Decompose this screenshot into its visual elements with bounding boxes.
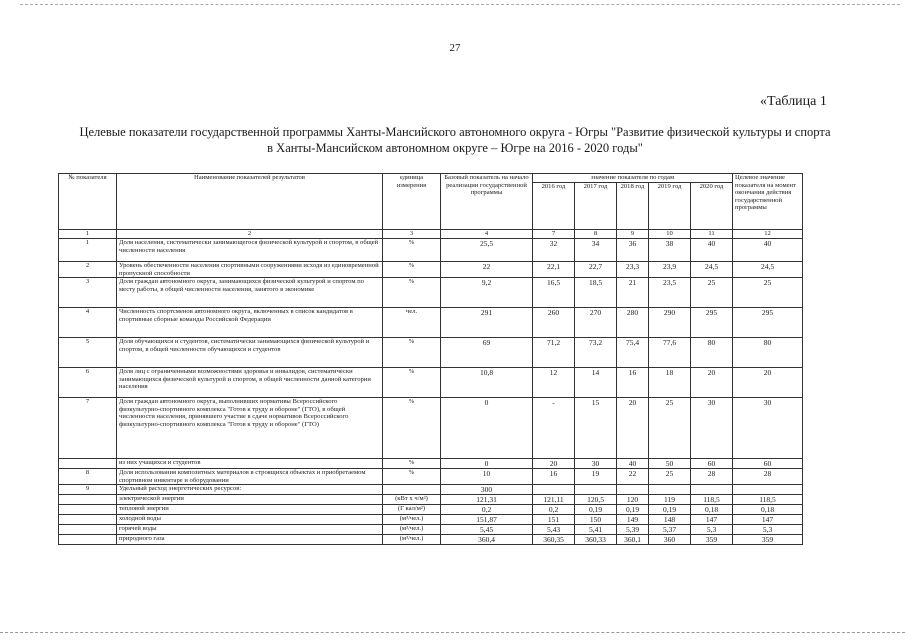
- year-value: 5,41: [575, 525, 617, 535]
- year-value: 15: [575, 398, 617, 459]
- indicator-name: Уровень обеспеченности населения спортивными сооружениями исходя из единовременной пропускной способности: [117, 262, 383, 278]
- column-number: 2: [117, 230, 383, 239]
- column-number: 4: [441, 230, 533, 239]
- year-value: [575, 485, 617, 495]
- target-value: 295: [733, 308, 803, 338]
- indicator-name: Удельный расход энергетических ресурсов:: [117, 485, 383, 495]
- target-value: 24,5: [733, 262, 803, 278]
- row-number: [59, 495, 117, 505]
- year-value: 0,19: [575, 505, 617, 515]
- year-value: 148: [649, 515, 691, 525]
- indicator-unit: (м³/чел.): [383, 525, 441, 535]
- year-value: 16: [617, 368, 649, 398]
- base-value: 300: [441, 485, 533, 495]
- year-value: 12: [533, 368, 575, 398]
- row-number: 6: [59, 368, 117, 398]
- base-value: 0: [441, 459, 533, 469]
- year-value: 71,2: [533, 338, 575, 368]
- target-value: 80: [733, 338, 803, 368]
- target-value: [733, 485, 803, 495]
- base-value: 0: [441, 398, 533, 459]
- year-value: 360,35: [533, 535, 575, 545]
- table-row: [59, 278, 803, 308]
- year-value: 18: [649, 368, 691, 398]
- target-value: 60: [733, 459, 803, 469]
- header-years-group: значение показателя по годам: [533, 174, 733, 183]
- year-value: 75,4: [617, 338, 649, 368]
- row-number: [59, 535, 117, 545]
- column-number: 3: [383, 230, 441, 239]
- indicator-name: холодной воды: [117, 515, 383, 525]
- row-number: 4: [59, 308, 117, 338]
- year-value: 28: [691, 469, 733, 485]
- target-value: 359: [733, 535, 803, 545]
- indicator-unit: %: [383, 239, 441, 262]
- column-number: 10: [649, 230, 691, 239]
- year-value: 38: [649, 239, 691, 262]
- year-value: 270: [575, 308, 617, 338]
- row-number: 7: [59, 398, 117, 459]
- title-line-2: в Ханты-Мансийском автономном округе – Югре на 2016 - 2020 годы": [267, 141, 643, 155]
- year-value: 16,5: [533, 278, 575, 308]
- indicator-unit: %: [383, 459, 441, 469]
- base-value: 9,2: [441, 278, 533, 308]
- year-value: 25: [691, 278, 733, 308]
- year-value: 121,11: [533, 495, 575, 505]
- header-year-2017: 2017 год: [575, 182, 617, 229]
- header-year-2016: 2016 год: [533, 182, 575, 229]
- base-value: 5,45: [441, 525, 533, 535]
- year-value: 22,1: [533, 262, 575, 278]
- target-value: 0,18: [733, 505, 803, 515]
- table-row: [59, 368, 803, 398]
- table-row: [59, 535, 803, 545]
- year-value: [691, 485, 733, 495]
- base-value: 0,2: [441, 505, 533, 515]
- column-number: 9: [617, 230, 649, 239]
- year-value: 295: [691, 308, 733, 338]
- base-value: 10: [441, 469, 533, 485]
- indicator-unit: %: [383, 262, 441, 278]
- year-value: 16: [533, 469, 575, 485]
- indicator-name: электрической энергии: [117, 495, 383, 505]
- indicator-name: Численность спортсменов автономного округа, включенных в список кандидатов в спортивные сборные команды Российской Федерации: [117, 308, 383, 338]
- year-value: [649, 485, 691, 495]
- header-year-2018: 2018 год: [617, 182, 649, 229]
- row-number: [59, 505, 117, 515]
- year-value: 20: [533, 459, 575, 469]
- row-number: 8: [59, 469, 117, 485]
- indicator-name: из них учащихся и студентов: [117, 459, 383, 469]
- indicator-name: природного газа: [117, 535, 383, 545]
- indicators-table: [58, 173, 803, 545]
- row-number: 9: [59, 485, 117, 495]
- year-value: [533, 485, 575, 495]
- target-value: 40: [733, 239, 803, 262]
- title-line-1: Целевые показатели государственной программы Ханты-Мансийского автономного округа - Югры "Развитие физической культуры и спорта: [79, 125, 831, 139]
- year-value: 118,5: [691, 495, 733, 505]
- year-value: 290: [649, 308, 691, 338]
- year-value: 0,18: [691, 505, 733, 515]
- year-value: 360,1: [617, 535, 649, 545]
- base-value: 10,8: [441, 368, 533, 398]
- year-value: 0,19: [649, 505, 691, 515]
- header-num: № показателя: [59, 174, 117, 230]
- column-number: 7: [533, 230, 575, 239]
- year-value: 24,5: [691, 262, 733, 278]
- table-row: [59, 338, 803, 368]
- year-value: 23,3: [617, 262, 649, 278]
- header-base: Базовый показатель на начало реализации государственной программы: [441, 174, 533, 230]
- table-row: [59, 308, 803, 338]
- year-value: 120,5: [575, 495, 617, 505]
- year-value: 19: [575, 469, 617, 485]
- year-value: 30: [575, 459, 617, 469]
- row-number: 3: [59, 278, 117, 308]
- year-value: 21: [617, 278, 649, 308]
- year-value: 147: [691, 515, 733, 525]
- indicator-name: Доля использования композитных материалов в строящихся объектах и приобретаемом спортивном инвентаре и оборудовании: [117, 469, 383, 485]
- year-value: 25: [649, 469, 691, 485]
- row-number: [59, 515, 117, 525]
- indicator-unit: %: [383, 469, 441, 485]
- base-value: 121,31: [441, 495, 533, 505]
- table-caption: «Таблица 1: [760, 94, 827, 109]
- year-value: 25: [649, 398, 691, 459]
- year-value: 5,43: [533, 525, 575, 535]
- row-number: [59, 525, 117, 535]
- target-value: 5,3: [733, 525, 803, 535]
- year-value: 260: [533, 308, 575, 338]
- year-value: 5,3: [691, 525, 733, 535]
- column-number: 11: [691, 230, 733, 239]
- document-title: [40, 124, 870, 156]
- indicator-unit: (м³/чел.): [383, 535, 441, 545]
- year-value: 359: [691, 535, 733, 545]
- indicator-name: Доля лиц с ограниченными возможностями здоровья и инвалидов, систематически занимающихся физической культурой и спортом, в общей численности данной категории населения: [117, 368, 383, 398]
- row-number: [59, 459, 117, 469]
- indicator-name: горячей воды: [117, 525, 383, 535]
- header-name: Наименование показателей результатов: [117, 174, 383, 230]
- year-value: 0,2: [533, 505, 575, 515]
- table-row: [59, 485, 803, 495]
- indicator-unit: %: [383, 278, 441, 308]
- year-value: 32: [533, 239, 575, 262]
- target-value: 118,5: [733, 495, 803, 505]
- year-value: 5,39: [617, 525, 649, 535]
- table-row: [59, 262, 803, 278]
- year-value: -: [533, 398, 575, 459]
- year-value: 40: [691, 239, 733, 262]
- header-unit: единица измерения: [383, 174, 441, 230]
- table-row: [59, 469, 803, 485]
- indicator-name: Доля населения, систематически занимающегося физической культурой и спортом, в общей численности населения: [117, 239, 383, 262]
- year-value: 22: [617, 469, 649, 485]
- column-numbers-row: [59, 230, 803, 239]
- table-row: [59, 398, 803, 459]
- indicator-name: Доля граждан автономного округа, занимающихся физической культурой и спортом по месту работы, в общей численности населения, занятого в экономике: [117, 278, 383, 308]
- base-value: 291: [441, 308, 533, 338]
- table-row: [59, 495, 803, 505]
- year-value: 60: [691, 459, 733, 469]
- target-value: 28: [733, 469, 803, 485]
- year-value: 151: [533, 515, 575, 525]
- header-year-2019: 2019 год: [649, 182, 691, 229]
- year-value: 22,7: [575, 262, 617, 278]
- page-number: 27: [449, 42, 461, 54]
- year-value: 23,9: [649, 262, 691, 278]
- base-value: 151,87: [441, 515, 533, 525]
- target-value: 20: [733, 368, 803, 398]
- year-value: [617, 485, 649, 495]
- header-row-1: [59, 174, 803, 183]
- row-number: 5: [59, 338, 117, 368]
- year-value: 30: [691, 398, 733, 459]
- indicator-name: Доля обучающихся и студентов, систематически занимающихся физической культурой и спортом, в общей численности обучающихся и студентов: [117, 338, 383, 368]
- year-value: 149: [617, 515, 649, 525]
- base-value: 360,4: [441, 535, 533, 545]
- year-value: 119: [649, 495, 691, 505]
- table-row: [59, 505, 803, 515]
- year-value: 20: [691, 368, 733, 398]
- column-number: 1: [59, 230, 117, 239]
- year-value: 40: [617, 459, 649, 469]
- year-value: 120: [617, 495, 649, 505]
- year-value: 0,19: [617, 505, 649, 515]
- year-value: 20: [617, 398, 649, 459]
- base-value: 69: [441, 338, 533, 368]
- table-row: [59, 515, 803, 525]
- table-row: [59, 239, 803, 262]
- column-number: 12: [733, 230, 803, 239]
- year-value: 36: [617, 239, 649, 262]
- base-value: 22: [441, 262, 533, 278]
- table-row: [59, 525, 803, 535]
- indicator-name: тепловой энергии: [117, 505, 383, 515]
- year-value: 23,5: [649, 278, 691, 308]
- row-number: 1: [59, 239, 117, 262]
- table-row: [59, 459, 803, 469]
- year-value: 77,6: [649, 338, 691, 368]
- scan-edge-bottom: [0, 632, 905, 633]
- indicator-unit: (м³/чел.): [383, 515, 441, 525]
- target-value: 30: [733, 398, 803, 459]
- indicator-unit: %: [383, 398, 441, 459]
- indicator-unit: (Г кал/м²): [383, 505, 441, 515]
- target-value: 147: [733, 515, 803, 525]
- indicator-unit: [383, 485, 441, 495]
- year-value: 73,2: [575, 338, 617, 368]
- target-value: 25: [733, 278, 803, 308]
- year-value: 80: [691, 338, 733, 368]
- scan-edge-top: [20, 4, 900, 5]
- year-value: 18,5: [575, 278, 617, 308]
- indicator-unit: %: [383, 338, 441, 368]
- indicator-unit: чел.: [383, 308, 441, 338]
- base-value: 25,5: [441, 239, 533, 262]
- year-value: 360,33: [575, 535, 617, 545]
- header-year-2020: 2020 год: [691, 182, 733, 229]
- header-target: Целевое значение показателя на момент окончания действия государственной программы: [733, 174, 803, 230]
- year-value: 360: [649, 535, 691, 545]
- indicator-name: Доля граждан автономного округа, выполнивших нормативы Всероссийского физкультурно-спортивного комплекса "Готов к труду и обороне" (ГТО), в общей численности населения, принявшего участие в сдаче нормативов Всероссийского физкультурно-спортивного комплекса "Готов к труду и обороне" (ГТО): [117, 398, 383, 459]
- indicator-unit: (кВт х ч/м²): [383, 495, 441, 505]
- year-value: 14: [575, 368, 617, 398]
- year-value: 150: [575, 515, 617, 525]
- indicator-unit: %: [383, 368, 441, 398]
- column-number: 8: [575, 230, 617, 239]
- row-number: 2: [59, 262, 117, 278]
- year-value: 280: [617, 308, 649, 338]
- year-value: 5,37: [649, 525, 691, 535]
- year-value: 34: [575, 239, 617, 262]
- year-value: 50: [649, 459, 691, 469]
